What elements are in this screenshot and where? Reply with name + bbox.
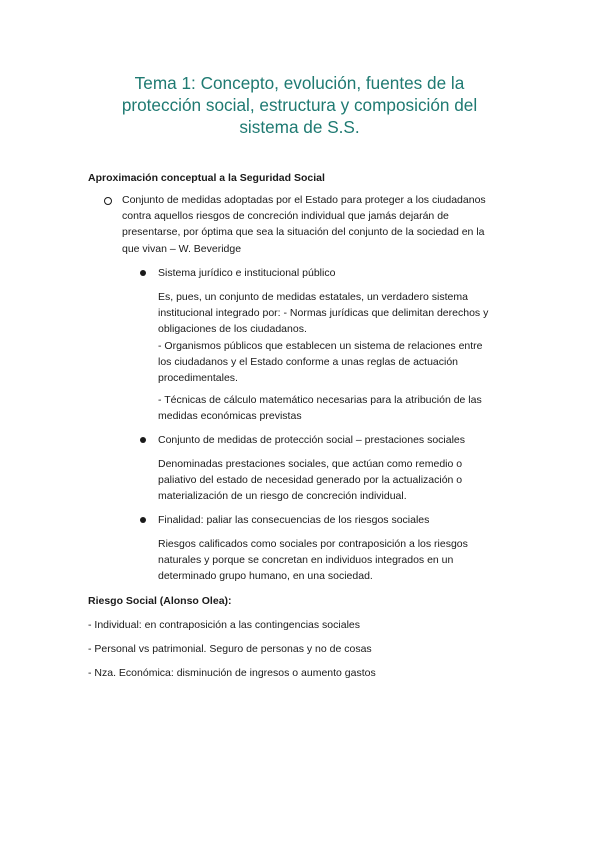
list-item: - Personal vs patrimonial. Seguro de personas y no de cosas (88, 643, 372, 655)
text-line: contra aquellos riesgos de concreción individual que jamás dejarán de (122, 210, 449, 223)
list-item: - Individual: en contraposición a las contingencias sociales (88, 619, 360, 631)
text-line: que vivan – W. Beveridge (122, 242, 242, 255)
sub-item-label-prestaciones: Conjunto de medidas de protección social – prestaciones sociales (158, 434, 466, 446)
dot-bullet-icon (140, 517, 146, 523)
title-line: sistema de S.S. (239, 117, 360, 137)
text-line: - Técnicas de cálculo matemático necesarias para la atribución de las (158, 394, 482, 406)
dot-bullet-icon (140, 270, 146, 276)
text-line: determinado grupo humano, en una sociedad. (158, 570, 373, 583)
list-item: - Nza. Económica: disminución de ingresos o aumento gastos (88, 667, 376, 679)
title-line: protección social, estructura y composición del (121, 95, 478, 115)
section-heading-riesgo-social: Riesgo Social (Alonso Olea): (88, 595, 232, 607)
text-line: procedimentales. (158, 372, 238, 385)
sub-item-label-finalidad: Finalidad: paliar las consecuencias de los riesgos sociales (158, 514, 430, 526)
sub-item-label-sistema: Sistema jurídico e institucional público (158, 267, 336, 279)
text-line: presentarse, por óptima que sea la situación del conjunto de la sociedad en la (122, 226, 485, 239)
dot-bullet-icon (140, 437, 146, 443)
sub-item-paragraph (158, 392, 482, 424)
text-line: los ciudadanos y el Estado conforme a unas reglas de actuación (158, 355, 459, 368)
page-title (60, 72, 539, 138)
circle-bullet-icon (104, 197, 112, 205)
text-line: medidas económicas previstas (158, 410, 302, 423)
sub-item-paragraph (158, 536, 468, 585)
title-line: Tema 1: Concepto, evolución, fuentes de la (134, 73, 465, 93)
text-line: materialización de un riesgo de concreción individual. (158, 490, 407, 503)
text-line: paliativo del estado de necesidad generado por la actualización o (158, 474, 463, 487)
sub-item-paragraph (158, 456, 462, 505)
section-heading-aproximacion: Aproximación conceptual a la Seguridad Social (88, 172, 325, 184)
text-line: Es, pues, un conjunto de medidas estatales, un verdadero sistema (158, 291, 468, 303)
text-line: institucional integrado por: - Normas jurídicas que delimitan derechos y (158, 307, 489, 320)
text-line: - Organismos públicos que establecen un sistema de relaciones entre (158, 339, 483, 352)
sub-item-paragraph (158, 289, 488, 386)
text-line: naturales y porque se concretan en individuos integrados en un (158, 554, 454, 567)
definition-paragraph (122, 192, 486, 257)
text-line: obligaciones de los ciudadanos. (158, 323, 307, 336)
text-line: Conjunto de medidas adoptadas por el Estado para proteger a los ciudadanos (122, 194, 486, 206)
text-line: Denominadas prestaciones sociales, que actúan como remedio o (158, 458, 463, 470)
text-line: Riesgos calificados como sociales por contraposición a los riesgos (158, 538, 468, 550)
